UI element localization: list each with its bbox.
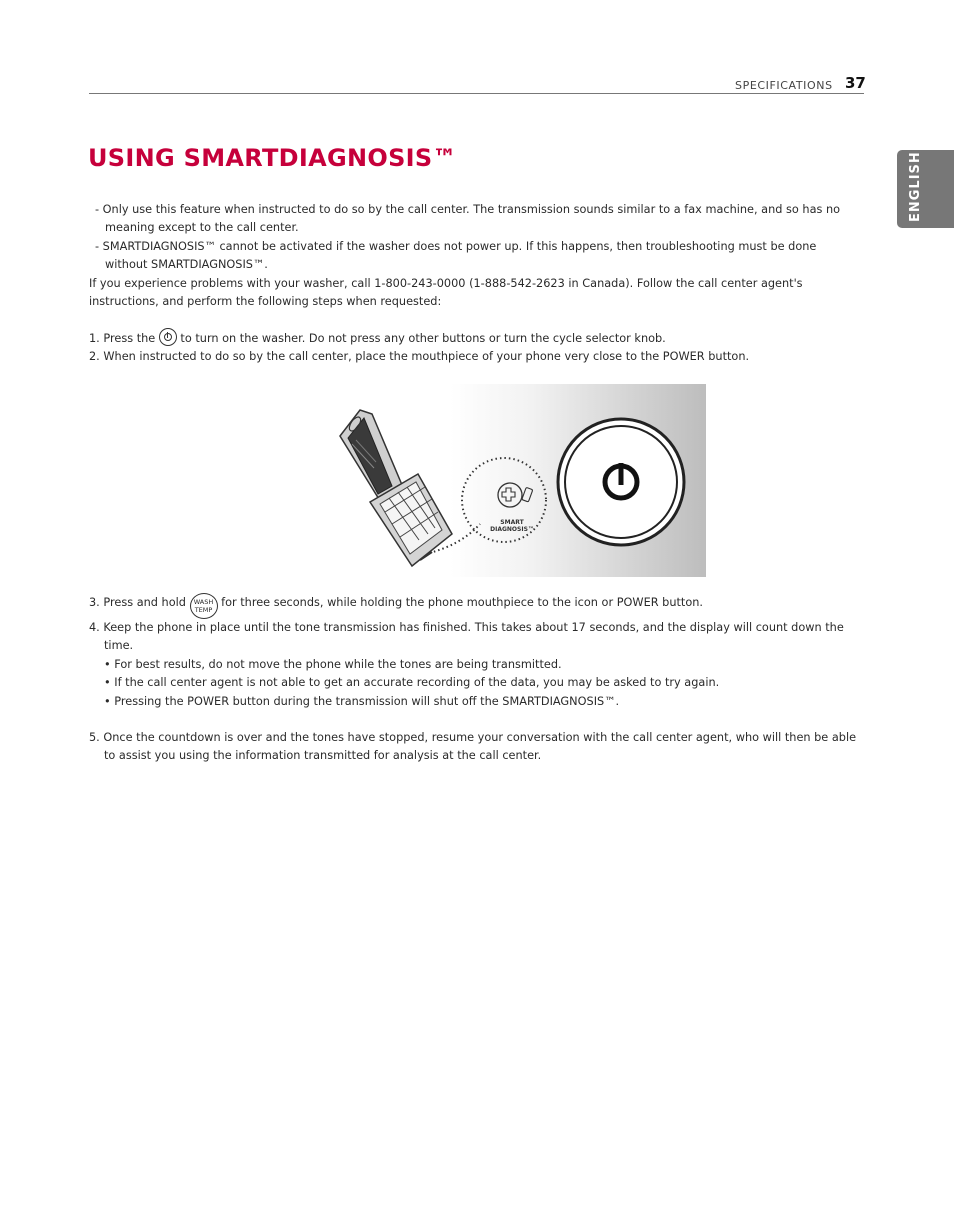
wash-temp-button-icon <box>190 593 218 619</box>
steps-3-5 <box>89 593 859 766</box>
power-button-icon <box>159 328 177 346</box>
step-2: 2. When instructed to do so by the call center, place the mouthpiece of your phone very close to the POWER button. <box>89 350 750 364</box>
wash-label: WASH <box>193 598 214 606</box>
step-3-prefix: 3. Press and hold <box>89 596 186 609</box>
step-5: 5. Once the countdown is over and the tones have stopped, resume your conversation with the call center agent, who will then be able to assist you using the information transmitted for analysis at the call center. <box>89 731 857 763</box>
bullet-item: • Pressing the POWER button during the transmission will shut off the SMARTDIAGNOSIS™. <box>104 694 620 708</box>
page-title: USING SMARTDIAGNOSIS™ <box>88 144 457 172</box>
diagnosis-label: DIAGNOSIS™ <box>490 526 534 533</box>
illustration-svg <box>330 384 706 577</box>
language-tab <box>897 150 954 228</box>
step-4: 4. Keep the phone in place until the tone transmission has finished. This takes about 17 seconds, and the display will count down the time. <box>89 621 844 653</box>
step-1 <box>89 328 859 348</box>
step-1-suffix: to turn on the washer. Do not press any other buttons or turn the cycle selector knob. <box>180 332 666 345</box>
intro-notes <box>89 201 859 311</box>
header-divider <box>89 93 864 94</box>
power-button-graphic <box>558 419 684 545</box>
smartdiagnosis-illustration <box>330 384 706 577</box>
step-3-suffix: for three seconds, while holding the phone mouthpiece to the icon or POWER button. <box>221 596 704 609</box>
flip-phone-graphic <box>340 410 452 566</box>
header-section-label: SPECIFICATIONS <box>735 79 833 92</box>
smart-label: SMART <box>500 519 524 526</box>
page-number: 37 <box>845 74 866 92</box>
note-item: - Only use this feature when instructed to do so by the call center. The transmission sounds similar to a fax machine, and so has no meaning except to the call center. <box>95 203 841 235</box>
bullet-item: • If the call center agent is not able to get an accurate recording of the data, you may be asked to try again. <box>104 676 720 690</box>
step-1-prefix: 1. Press the <box>89 332 156 345</box>
spacer <box>89 711 859 729</box>
bullet-item: • For best results, do not move the phone while the tones are being transmitted. <box>104 657 562 671</box>
step-3 <box>89 593 859 619</box>
steps-1-2 <box>89 328 859 367</box>
intro-paragraph: If you experience problems with your washer, call 1-800-243-0000 (1-888-542-2623 in Canada). Follow the call center agent's instructions, and perform the following steps when requested: <box>89 276 803 309</box>
note-item: - SMARTDIAGNOSIS™ cannot be activated if the washer does not power up. If this happens, then troubleshooting must be done without SMARTDIAGNOSIS™. <box>95 239 817 272</box>
language-tab-label: ENGLISH <box>908 151 923 222</box>
temp-label: TEMP <box>194 606 213 614</box>
